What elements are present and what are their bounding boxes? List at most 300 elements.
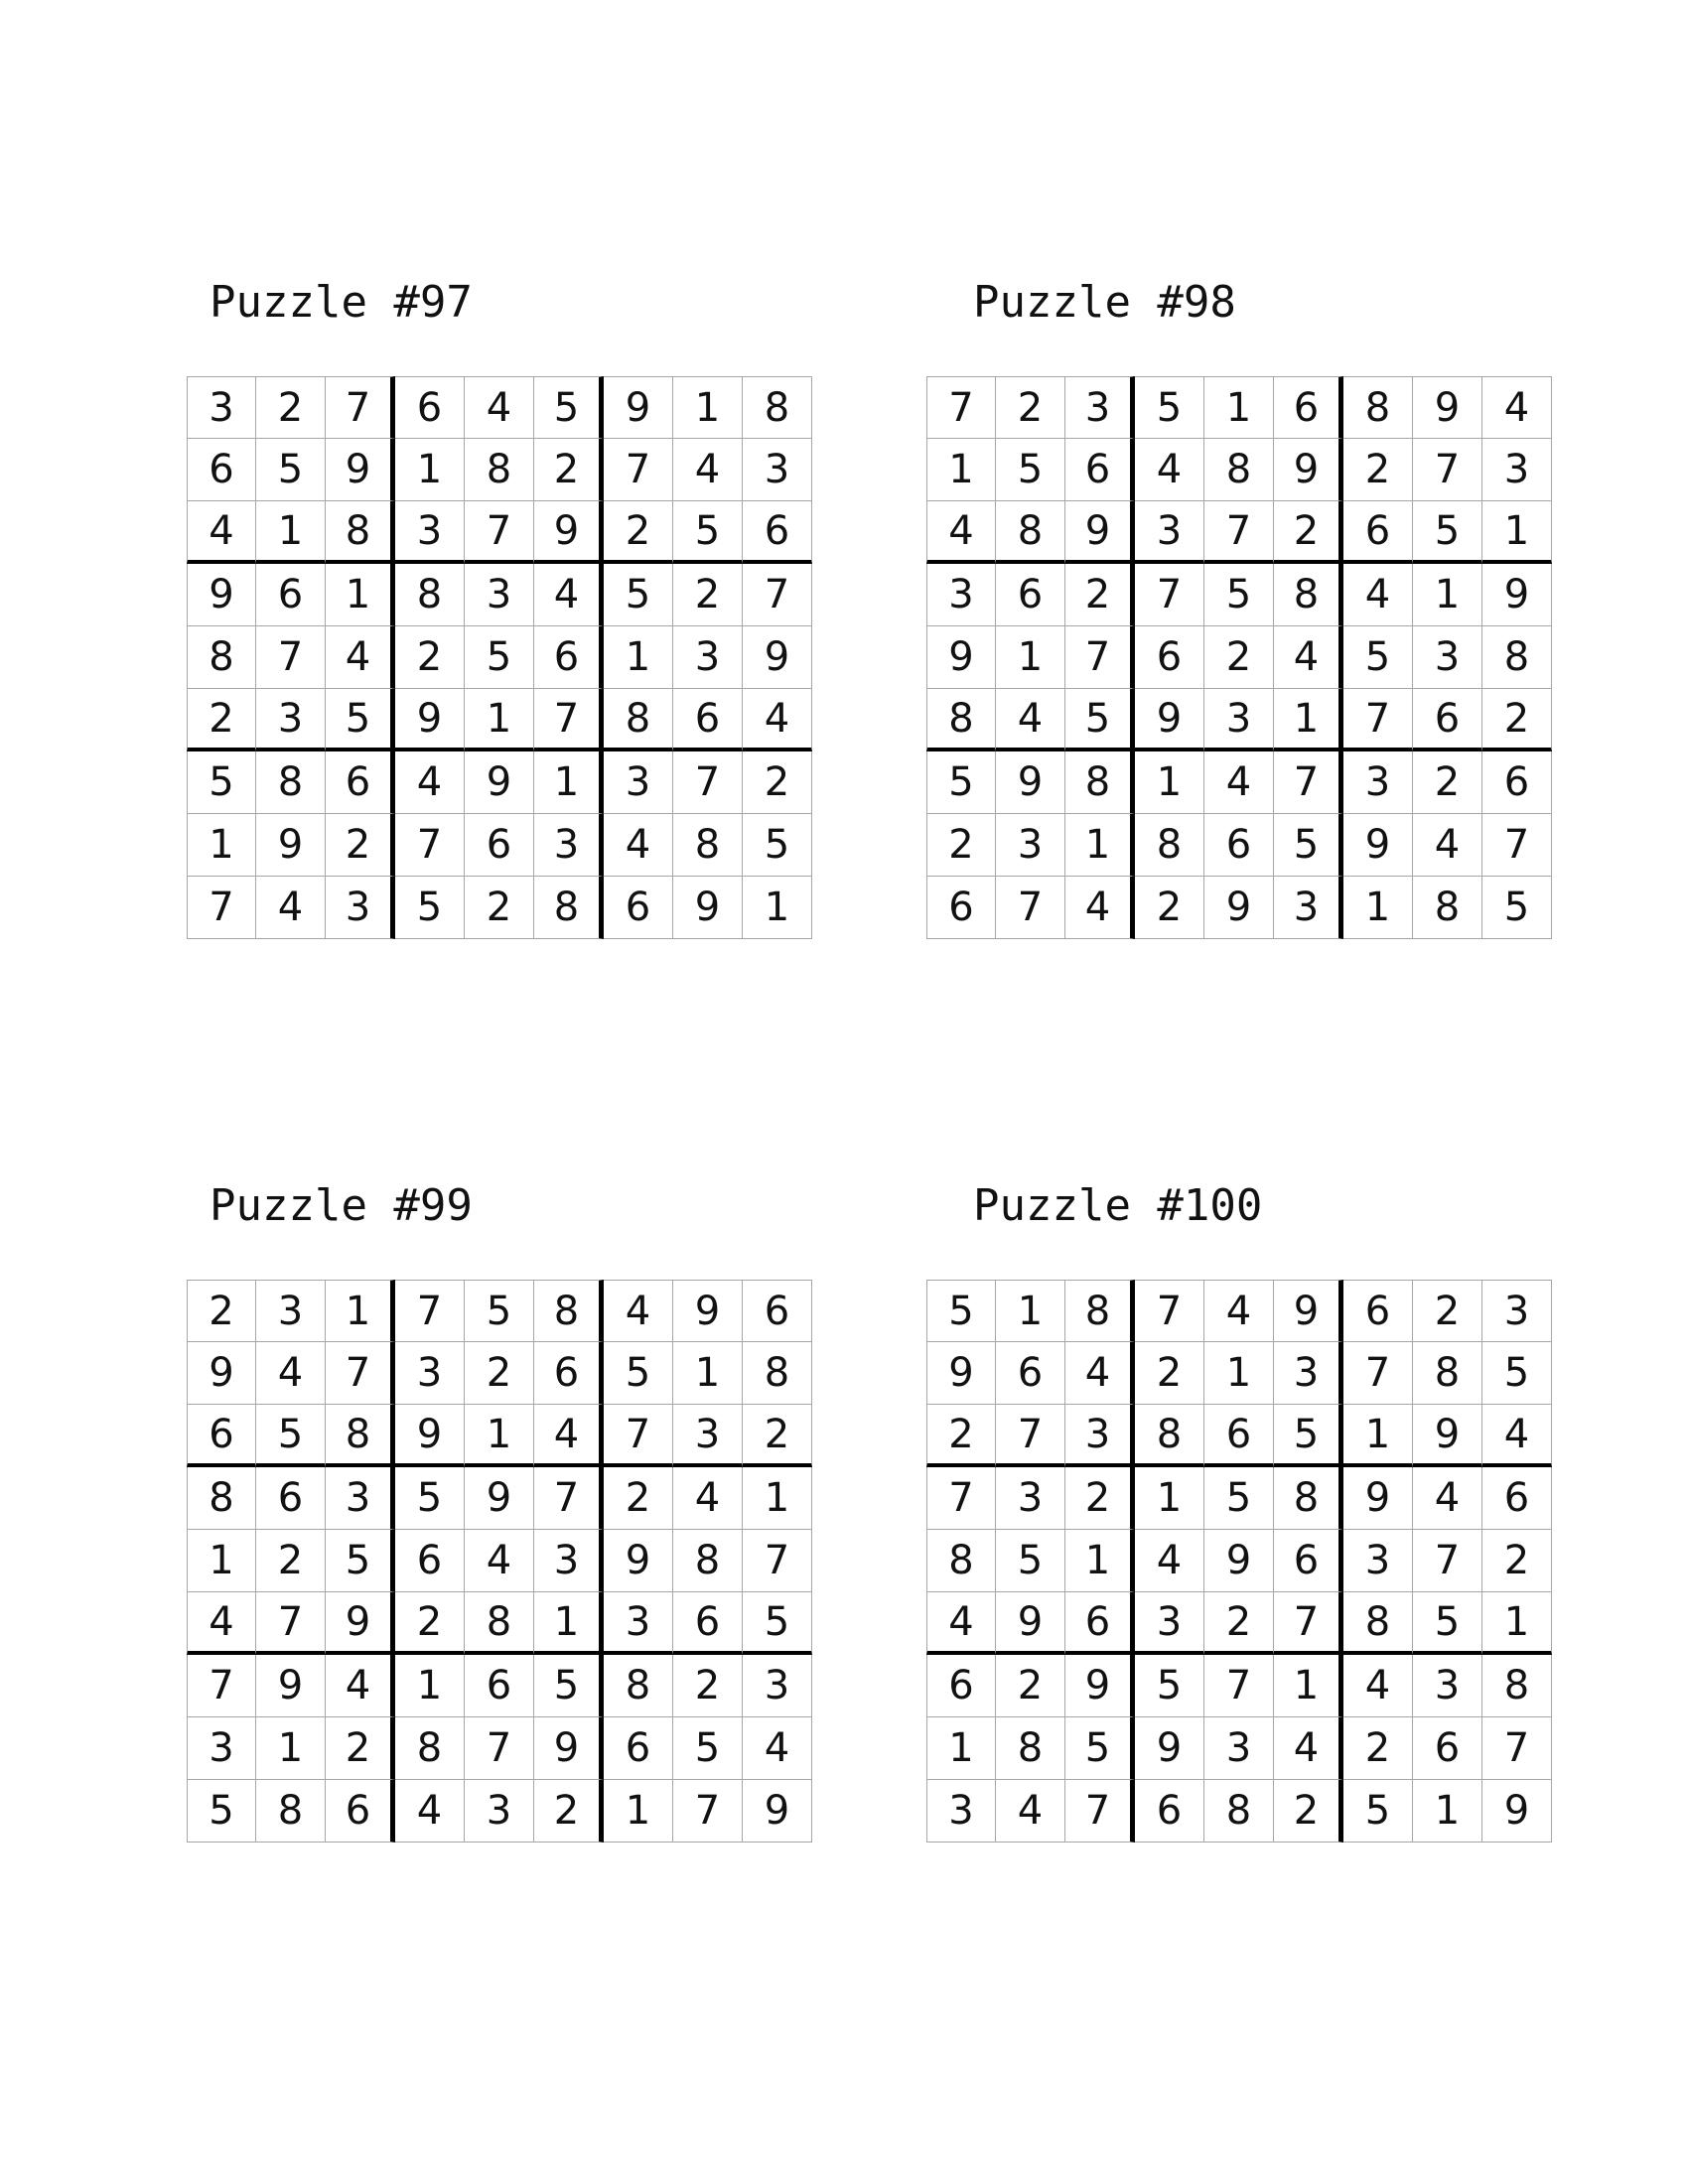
sudoku-cell: 3 [926,1780,996,1843]
sudoku-cell: 6 [1482,751,1552,814]
sudoku-cell: 5 [187,751,256,814]
sudoku-cell: 5 [1135,376,1204,439]
sudoku-cell: 4 [604,1280,673,1342]
sudoku-cell: 6 [996,1342,1065,1405]
sudoku-cell: 4 [604,814,673,877]
sudoku-cell: 2 [1135,1342,1204,1405]
sudoku-cell: 1 [256,501,326,564]
sudoku-cell: 3 [465,564,534,626]
sudoku-cell: 9 [1482,564,1552,626]
sudoku-cell: 5 [743,814,812,877]
sudoku-cell: 6 [1065,439,1135,501]
sudoku-cell: 7 [1135,564,1204,626]
sudoku-cell: 8 [1482,1655,1552,1717]
sudoku-cell: 7 [395,1280,465,1342]
sudoku-cell: 2 [534,1780,604,1843]
sudoku-cell: 4 [1065,1342,1135,1405]
sudoku-cell: 6 [395,1530,465,1592]
sudoku-cell: 6 [1135,1780,1204,1843]
sudoku-cell: 1 [1274,1655,1343,1717]
sudoku-cell: 7 [604,1405,673,1467]
sudoku-cell: 4 [326,626,395,689]
sudoku-cell: 5 [604,564,673,626]
sudoku-cell: 4 [1135,439,1204,501]
sudoku-cell: 2 [1482,1530,1552,1592]
sudoku-cell: 2 [604,1467,673,1530]
sudoku-cell: 9 [1065,1655,1135,1717]
sudoku-cell: 9 [534,501,604,564]
sudoku-cell: 9 [926,1342,996,1405]
sudoku-cell: 2 [534,439,604,501]
sudoku-cell: 1 [743,877,812,939]
sudoku-cell: 2 [1274,1780,1343,1843]
sudoku-cell: 1 [1413,1780,1482,1843]
sudoku-cell: 2 [1204,1592,1274,1655]
sudoku-cell: 5 [1204,1467,1274,1530]
sudoku-cell: 7 [743,1530,812,1592]
sudoku-cell: 1 [673,1342,743,1405]
sudoku-cell: 1 [534,751,604,814]
puzzle-title: Puzzle #99 [210,1180,473,1231]
sudoku-cell: 4 [673,439,743,501]
sudoku-cell: 7 [1343,689,1413,751]
sudoku-cell: 7 [326,1342,395,1405]
sudoku-cell: 5 [534,1655,604,1717]
sudoku-cell: 1 [465,1405,534,1467]
sudoku-cell: 3 [534,814,604,877]
sudoku-cell: 8 [256,1780,326,1843]
sudoku-cell: 4 [673,1467,743,1530]
sudoku-cell: 1 [926,1717,996,1780]
sudoku-cell: 6 [326,751,395,814]
sudoku-grid [926,1280,1552,1843]
sudoku-cell: 9 [1135,1717,1204,1780]
sudoku-cell: 5 [326,1530,395,1592]
sudoku-cell: 5 [1274,1405,1343,1467]
sudoku-cell: 7 [187,877,256,939]
sudoku-cell: 4 [395,1780,465,1843]
sudoku-cell: 1 [1135,751,1204,814]
sudoku-cell: 9 [743,1780,812,1843]
sudoku-cell: 8 [604,689,673,751]
sudoku-cell: 9 [395,1405,465,1467]
sudoku-cell: 4 [996,689,1065,751]
sudoku-cell: 2 [673,1655,743,1717]
sudoku-cell: 7 [1274,751,1343,814]
sudoku-cell: 3 [256,689,326,751]
sudoku-cell: 7 [465,1717,534,1780]
sudoku-cell: 2 [926,1405,996,1467]
sudoku-cell: 1 [1204,376,1274,439]
sudoku-cell: 6 [996,564,1065,626]
sudoku-cell: 1 [1343,1405,1413,1467]
sudoku-cell: 3 [187,1717,256,1780]
sudoku-cell: 8 [256,751,326,814]
sudoku-cell: 9 [926,626,996,689]
sudoku-cell: 1 [395,1655,465,1717]
sudoku-cell: 5 [326,689,395,751]
sudoku-cell: 1 [743,1467,812,1530]
sudoku-cell: 7 [1482,1717,1552,1780]
sudoku-cell: 4 [1204,751,1274,814]
sudoku-cell: 4 [1274,626,1343,689]
sudoku-cell: 8 [1343,376,1413,439]
sudoku-cell: 4 [1065,877,1135,939]
sudoku-cell: 6 [926,877,996,939]
sudoku-grid [187,376,812,939]
sudoku-cell: 3 [1135,501,1204,564]
sudoku-cell: 9 [465,751,534,814]
sudoku-cell: 9 [1413,1405,1482,1467]
sudoku-cell: 9 [996,751,1065,814]
sudoku-cell: 2 [1274,501,1343,564]
sudoku-cell: 8 [465,439,534,501]
sudoku-cell: 4 [1343,1655,1413,1717]
sudoku-cell: 8 [187,1467,256,1530]
sudoku-cell: 2 [604,501,673,564]
sudoku-cell: 5 [1274,814,1343,877]
sudoku-cell: 6 [326,1780,395,1843]
sudoku-cell: 4 [395,751,465,814]
sudoku-cell: 6 [1274,1530,1343,1592]
sudoku-cell: 8 [926,1530,996,1592]
sudoku-cell: 2 [395,1592,465,1655]
sudoku-cell: 4 [256,1342,326,1405]
sudoku-cell: 4 [465,376,534,439]
sudoku-cell: 9 [1343,1467,1413,1530]
puzzle-title: Puzzle #98 [973,277,1236,328]
sudoku-cell: 7 [395,814,465,877]
sudoku-cell: 6 [256,564,326,626]
sudoku-cell: 3 [1413,626,1482,689]
sudoku-cell: 9 [1413,376,1482,439]
sudoku-cell: 3 [1065,1405,1135,1467]
sudoku-cell: 4 [1274,1717,1343,1780]
sudoku-cell: 1 [673,376,743,439]
sudoku-cell: 5 [1482,1342,1552,1405]
sudoku-cell: 3 [604,751,673,814]
sudoku-cell: 7 [534,689,604,751]
sudoku-cell: 7 [187,1655,256,1717]
sudoku-cell: 5 [604,1342,673,1405]
sudoku-cell: 6 [465,1655,534,1717]
sudoku-cell: 2 [996,1655,1065,1717]
sudoku-cell: 6 [673,1592,743,1655]
sudoku-cell: 3 [187,376,256,439]
sudoku-cell: 4 [256,877,326,939]
sudoku-cell: 2 [395,626,465,689]
sudoku-cell: 1 [326,1280,395,1342]
sudoku-cell: 5 [395,1467,465,1530]
sudoku-cell: 8 [187,626,256,689]
sudoku-cell: 3 [743,439,812,501]
sudoku-cell: 5 [926,1280,996,1342]
sudoku-cell: 3 [996,814,1065,877]
sudoku-cell: 9 [395,689,465,751]
sudoku-cell: 8 [673,814,743,877]
sudoku-cell: 1 [1204,1342,1274,1405]
sudoku-cell: 4 [534,1405,604,1467]
sudoku-cell: 8 [395,564,465,626]
sudoku-cell: 4 [1204,1280,1274,1342]
sudoku-cell: 3 [395,1342,465,1405]
sudoku-cell: 1 [465,689,534,751]
sudoku-cell: 3 [1204,689,1274,751]
sudoku-cell: 5 [673,501,743,564]
sudoku-cell: 4 [1135,1530,1204,1592]
sudoku-cell: 3 [1204,1717,1274,1780]
sudoku-cell: 9 [465,1467,534,1530]
sudoku-cell: 5 [1065,689,1135,751]
sudoku-cell: 1 [326,564,395,626]
sudoku-cell: 8 [1413,877,1482,939]
sudoku-cell: 2 [256,1530,326,1592]
sudoku-cell: 1 [1065,814,1135,877]
sudoku-cell: 7 [1274,1592,1343,1655]
sudoku-cell: 7 [673,751,743,814]
sudoku-cell: 2 [926,814,996,877]
sudoku-cell: 6 [534,626,604,689]
sudoku-cell: 1 [996,1280,1065,1342]
sudoku-cell: 8 [326,1405,395,1467]
sudoku-cell: 2 [1413,1280,1482,1342]
sudoku-cell: 8 [1135,1405,1204,1467]
sudoku-cell: 8 [673,1530,743,1592]
sudoku-cell: 5 [1135,1655,1204,1717]
sudoku-cell: 3 [326,1467,395,1530]
sudoku-cell: 8 [1204,1780,1274,1843]
sudoku-cell: 8 [743,1342,812,1405]
sudoku-cell: 2 [1065,564,1135,626]
sudoku-cell: 8 [1274,1467,1343,1530]
sudoku-cell: 3 [1065,376,1135,439]
sudoku-cell: 4 [1482,1405,1552,1467]
sudoku-cell: 5 [1413,1592,1482,1655]
sudoku-cell: 8 [1343,1592,1413,1655]
sudoku-cell: 4 [1413,1467,1482,1530]
sudoku-cell: 4 [1343,564,1413,626]
sudoku-cell: 6 [465,814,534,877]
sudoku-cell: 1 [1413,564,1482,626]
sudoku-cell: 9 [1065,501,1135,564]
sudoku-cell: 9 [1274,439,1343,501]
sudoku-cell: 7 [604,439,673,501]
sudoku-cell: 9 [534,1717,604,1780]
sudoku-cell: 4 [187,1592,256,1655]
sudoku-cell: 5 [1065,1717,1135,1780]
sudoku-cell: 9 [326,1592,395,1655]
sudoku-cell: 8 [395,1717,465,1780]
sudoku-cell: 2 [326,1717,395,1780]
sudoku-cell: 7 [1413,1530,1482,1592]
sudoku-cell: 7 [1482,814,1552,877]
sudoku-cell: 9 [673,1280,743,1342]
sudoku-cell: 3 [926,564,996,626]
sudoku-cell: 6 [187,1405,256,1467]
sudoku-cell: 3 [1482,439,1552,501]
sudoku-cell: 2 [1135,877,1204,939]
sudoku-cell: 2 [326,814,395,877]
sudoku-cell: 5 [187,1780,256,1843]
sudoku-cell: 8 [1204,439,1274,501]
sudoku-cell: 6 [1413,1717,1482,1780]
sudoku-cell: 8 [1065,751,1135,814]
sudoku-cell: 1 [604,626,673,689]
sudoku-cell: 6 [743,501,812,564]
sudoku-grid [187,1280,812,1843]
sudoku-cell: 3 [996,1467,1065,1530]
sudoku-cell: 8 [996,1717,1065,1780]
sudoku-cell: 6 [1343,1280,1413,1342]
sudoku-cell: 2 [1065,1467,1135,1530]
sudoku-cell: 2 [187,1280,256,1342]
sudoku-cell: 4 [926,1592,996,1655]
sudoku-cell: 7 [926,1467,996,1530]
sudoku-cell: 6 [1204,1405,1274,1467]
sudoku-cell: 6 [1065,1592,1135,1655]
sudoku-cell: 1 [256,1717,326,1780]
sudoku-cell: 2 [256,376,326,439]
sudoku-cell: 3 [1135,1592,1204,1655]
sudoku-cell: 8 [1065,1280,1135,1342]
sudoku-cell: 8 [996,501,1065,564]
sudoku-cell: 2 [1343,1717,1413,1780]
sudoku-cell: 3 [673,1405,743,1467]
sudoku-cell: 6 [743,1280,812,1342]
sudoku-cell: 5 [1482,877,1552,939]
sudoku-cell: 6 [534,1342,604,1405]
sudoku-cell: 8 [534,1280,604,1342]
sudoku-cell: 4 [534,564,604,626]
sudoku-cell: 7 [1343,1342,1413,1405]
sudoku-cell: 1 [926,439,996,501]
sudoku-cell: 7 [1204,501,1274,564]
sudoku-cell: 8 [326,501,395,564]
sudoku-cell: 9 [1204,877,1274,939]
sudoku-cell: 9 [743,626,812,689]
sudoku-cell: 3 [1343,1530,1413,1592]
sudoku-cell: 6 [604,877,673,939]
sudoku-cell: 5 [996,1530,1065,1592]
sudoku-cell: 1 [187,814,256,877]
sudoku-cell: 2 [996,376,1065,439]
sudoku-cell: 1 [187,1530,256,1592]
sudoku-cell: 2 [187,689,256,751]
sudoku-cell: 7 [1204,1655,1274,1717]
sudoku-cell: 8 [1135,814,1204,877]
sudoku-cell: 7 [926,376,996,439]
sudoku-cell: 9 [604,1530,673,1592]
sudoku-cell: 1 [1343,877,1413,939]
sudoku-cell: 5 [926,751,996,814]
sudoku-cell: 9 [1204,1530,1274,1592]
sudoku-cell: 5 [465,626,534,689]
sudoku-grid [926,376,1552,939]
sudoku-cell: 4 [326,1655,395,1717]
sudoku-cell: 5 [1204,564,1274,626]
sudoku-cell: 9 [673,877,743,939]
sudoku-cell: 1 [996,626,1065,689]
sudoku-cell: 1 [1065,1530,1135,1592]
sudoku-cell: 9 [256,1655,326,1717]
sudoku-cell: 2 [465,877,534,939]
sudoku-cell: 3 [256,1280,326,1342]
sudoku-cell: 4 [926,501,996,564]
sudoku-cell: 1 [534,1592,604,1655]
sudoku-cell: 2 [1204,626,1274,689]
sudoku-cell: 3 [1274,877,1343,939]
sudoku-cell: 9 [187,1342,256,1405]
sudoku-cell: 9 [326,439,395,501]
sudoku-cell: 9 [256,814,326,877]
sudoku-cell: 6 [1204,814,1274,877]
sudoku-cell: 1 [1482,501,1552,564]
sudoku-cell: 6 [1135,626,1204,689]
sudoku-cell: 7 [256,1592,326,1655]
sudoku-cell: 1 [604,1780,673,1843]
sudoku-cell: 8 [743,376,812,439]
sudoku-cell: 1 [1482,1592,1552,1655]
sudoku-cell: 7 [1135,1280,1204,1342]
sudoku-cell: 8 [1274,564,1343,626]
sudoku-cell: 8 [465,1592,534,1655]
sudoku-cell: 5 [1343,626,1413,689]
sudoku-cell: 7 [996,877,1065,939]
sudoku-cell: 6 [187,439,256,501]
sudoku-cell: 5 [673,1717,743,1780]
sudoku-cell: 9 [1135,689,1204,751]
sudoku-cell: 5 [1343,1780,1413,1843]
sudoku-cell: 3 [673,626,743,689]
sudoku-cell: 6 [1343,501,1413,564]
sudoku-cell: 6 [256,1467,326,1530]
sudoku-cell: 7 [534,1467,604,1530]
sudoku-cell: 9 [187,564,256,626]
sudoku-cell: 8 [604,1655,673,1717]
sudoku-cell: 7 [1413,439,1482,501]
sudoku-cell: 8 [534,877,604,939]
puzzle-title: Puzzle #100 [973,1180,1263,1231]
sudoku-cell: 2 [465,1342,534,1405]
sudoku-cell: 4 [743,689,812,751]
sudoku-cell: 2 [743,751,812,814]
sudoku-cell: 6 [1274,376,1343,439]
sudoku-cell: 4 [465,1530,534,1592]
sudoku-cell: 2 [673,564,743,626]
sudoku-cell: 3 [1343,751,1413,814]
sudoku-cell: 3 [1413,1655,1482,1717]
sudoku-cell: 4 [1413,814,1482,877]
sudoku-cell: 3 [1274,1342,1343,1405]
sudoku-cell: 8 [1482,626,1552,689]
sudoku-cell: 7 [1065,1780,1135,1843]
sudoku-cell: 6 [926,1655,996,1717]
sudoku-cell: 6 [1413,689,1482,751]
sudoku-cell: 5 [1413,501,1482,564]
sudoku-cell: 3 [604,1592,673,1655]
sudoku-cell: 7 [996,1405,1065,1467]
sudoku-cell: 6 [395,376,465,439]
sudoku-cell: 1 [395,439,465,501]
sudoku-cell: 5 [256,439,326,501]
sudoku-cell: 6 [1482,1467,1552,1530]
sudoku-cell: 2 [1413,751,1482,814]
sudoku-cell: 7 [1065,626,1135,689]
sudoku-cell: 5 [395,877,465,939]
sudoku-cell: 9 [1274,1280,1343,1342]
sudoku-cell: 3 [534,1530,604,1592]
sudoku-cell: 6 [673,689,743,751]
